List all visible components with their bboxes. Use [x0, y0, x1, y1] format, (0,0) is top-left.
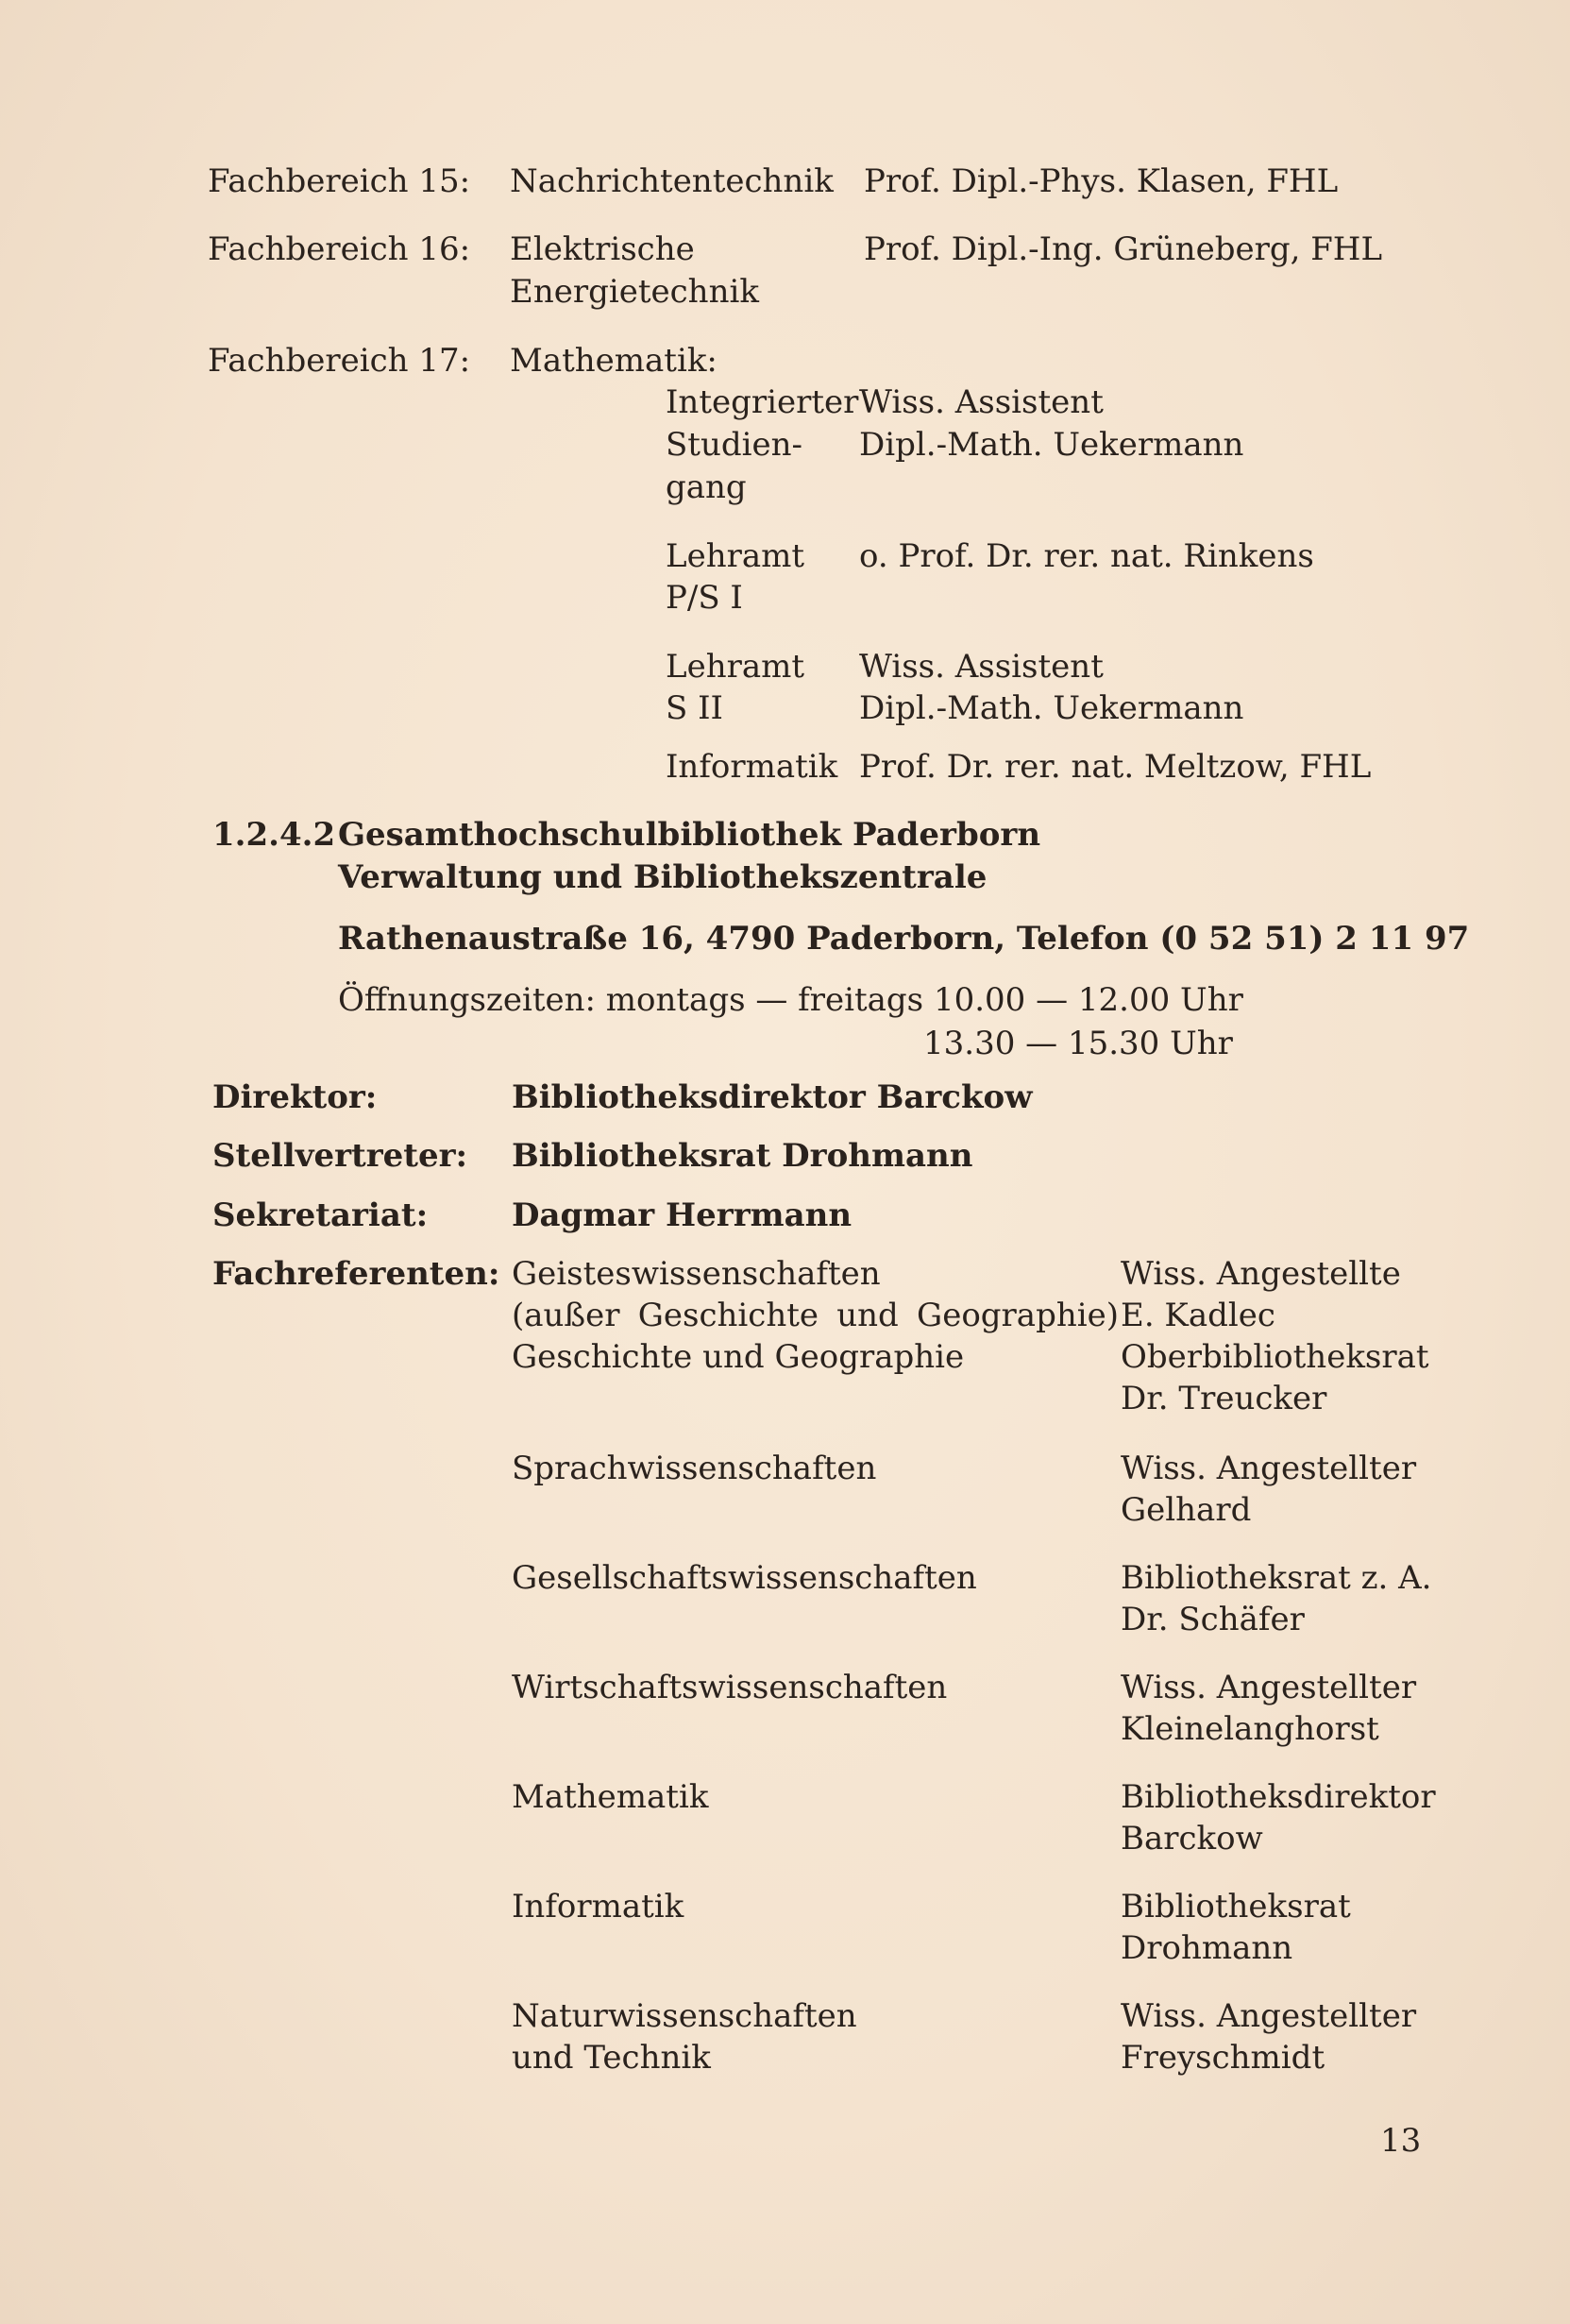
subject: Geschichte und Geographie [512, 1338, 965, 1376]
program-contact: Wiss. Assistent [859, 383, 1104, 421]
program-name: Integrierter [666, 383, 859, 421]
subject-librarian: Wiss. Angestellter [1121, 1669, 1417, 1706]
program-name: Lehramt [666, 537, 805, 575]
subject-librarian: Bibliotheksdirektor [1121, 1778, 1436, 1816]
staff-name: Dagmar Herrmann [512, 1196, 853, 1234]
subject-librarian: Drohmann [1121, 1929, 1293, 1967]
opening-hours: 13.30 — 15.30 Uhr [923, 1025, 1233, 1062]
program-name: gang [666, 468, 747, 506]
program-name: Informatik [666, 748, 838, 786]
program-contact: o. Prof. Dr. rer. nat. Rinkens [859, 537, 1314, 575]
subject: Informatik [512, 1888, 684, 1925]
staff-role: Stellvertreter: [212, 1137, 468, 1175]
section-subtitle: Verwaltung und Bibliothekszentrale [338, 858, 988, 896]
section-title: Gesamthochschulbibliothek Paderborn [338, 816, 1041, 854]
subject: und Technik [512, 2039, 711, 2077]
subject-librarian: Oberbibliotheksrat [1121, 1338, 1429, 1376]
subject-librarian: E. Kadlec [1121, 1297, 1275, 1334]
program-contact: Dipl.-Math. Uekermann [859, 426, 1244, 464]
subject-librarian: Kleinelanghorst [1121, 1710, 1379, 1748]
subject: Wirtschaftswissenschaften [512, 1669, 948, 1706]
department-label: Fachbereich 17: [208, 342, 471, 380]
program-name: Lehramt [666, 648, 805, 686]
subject: Gesellschaftswissenschaften [512, 1559, 977, 1597]
department-label: Fachbereich 16: [208, 230, 471, 268]
program-contact: Prof. Dr. rer. nat. Meltzow, FHL [859, 748, 1372, 786]
program-name: S II [666, 689, 723, 727]
department-head: Prof. Dipl.-Phys. Klasen, FHL [864, 162, 1339, 200]
staff-role: Fachreferenten: [212, 1255, 500, 1293]
staff-role: Direktor: [212, 1078, 378, 1116]
department-field: Mathematik: [510, 342, 717, 380]
subject-librarian: Bibliotheksrat [1121, 1888, 1351, 1925]
section-number: 1.2.4.2 [212, 816, 336, 854]
subject-librarian: Bibliotheksrat z. A. [1121, 1559, 1432, 1597]
department-field: Elektrische [510, 230, 695, 268]
subject: Mathematik [512, 1778, 709, 1816]
program-name: Studien- [666, 426, 802, 464]
subject-librarian: Freyschmidt [1121, 2039, 1325, 2077]
department-label: Fachbereich 15: [208, 162, 471, 200]
subject: (außer Geschichte und Geographie) [512, 1297, 1119, 1334]
program-contact: Wiss. Assistent [859, 648, 1104, 686]
subject: Geisteswissenschaften [512, 1255, 881, 1293]
department-field: Energietechnik [510, 273, 759, 311]
subject: Naturwissenschaften [512, 1997, 857, 2035]
subject-librarian: Wiss. Angestellter [1121, 1450, 1417, 1487]
subject-librarian: Dr. Treucker [1121, 1380, 1327, 1417]
subject-librarian: Wiss. Angestellte [1121, 1255, 1401, 1293]
program-contact: Dipl.-Math. Uekermann [859, 689, 1244, 727]
subject-librarian: Barckow [1121, 1820, 1263, 1858]
department-head: Prof. Dipl.-Ing. Grüneberg, FHL [864, 230, 1383, 268]
department-field: Nachrichtentechnik [510, 162, 834, 200]
library-address: Rathenaustraße 16, 4790 Paderborn, Telefon (0 52 51) 2 11 97 [338, 920, 1470, 958]
subject-librarian: Gelhard [1121, 1491, 1252, 1529]
subject: Sprachwissenschaften [512, 1450, 877, 1487]
staff-name: Bibliotheksrat Drohmann [512, 1137, 973, 1175]
subject-librarian: Wiss. Angestellter [1121, 1997, 1417, 2035]
program-name: P/S I [666, 579, 743, 617]
staff-name: Bibliotheksdirektor Barckow [512, 1078, 1033, 1116]
page-number: 13 [1380, 2122, 1422, 2160]
subject-librarian: Dr. Schäfer [1121, 1601, 1305, 1638]
staff-role: Sekretariat: [212, 1196, 429, 1234]
opening-hours: Öffnungszeiten: montags — freitags 10.00 — 12.00 Uhr [338, 981, 1243, 1019]
